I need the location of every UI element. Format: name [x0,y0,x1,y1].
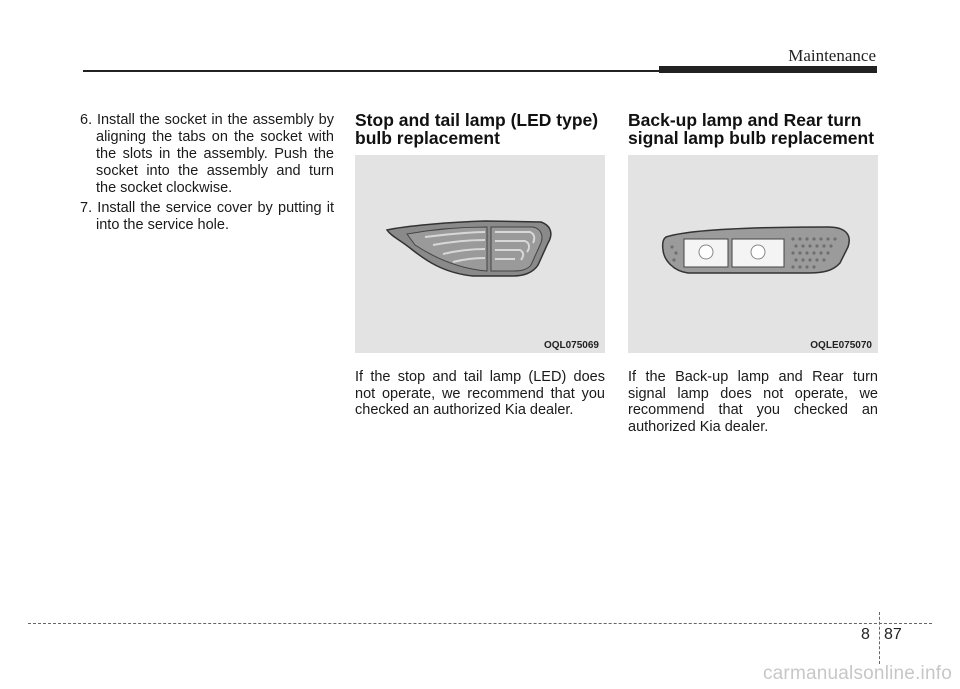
backup-lamp-illustration [628,155,878,353]
header-rule [83,70,663,72]
section-body: If the stop and tail lamp (LED) does not operate, we recommend that you checked an authorized Kia dealer. [355,369,605,418]
section-title-line: Back-up lamp and Rear turn [628,110,862,130]
section-title [628,111,878,147]
backup-lamp-figure [628,155,878,353]
section-title [355,111,605,147]
figure-code: OQL075069 [543,340,599,351]
page-header-title: Maintenance [788,46,876,65]
middle-column [355,112,605,419]
watermark: carmanualsonline.info [762,663,952,684]
stop-tail-lamp-figure [355,155,605,353]
stop-tail-lamp-illustration [355,155,605,353]
section-body: If the Back-up lamp and Rear turn signal lamp does not operate, we recommend that you checked an authorized Kia dealer. [628,369,878,435]
header-rule-accent [659,66,877,73]
step-list [80,112,334,234]
section-title-line: bulb replacement [355,128,500,148]
figure-code: OQLE075070 [810,340,872,351]
page-number: 87 [884,626,902,643]
chapter-number: 8 [861,626,870,643]
step-item: 7. Install the service cover by putting it into the service hole. [80,200,334,233]
right-column [628,112,878,435]
footer-divider [28,623,932,624]
step-item: 6. Install the socket in the assembly by aligning the tabs on the socket with the slots in the assembly. Push the socket into the assembly and turn the socket clockwise. [80,112,334,196]
section-title-line: signal lamp bulb replacement [628,128,875,148]
left-column [80,112,334,237]
section-title-line: Stop and tail lamp (LED type) [355,110,599,130]
footer-vertical-divider [879,612,880,664]
